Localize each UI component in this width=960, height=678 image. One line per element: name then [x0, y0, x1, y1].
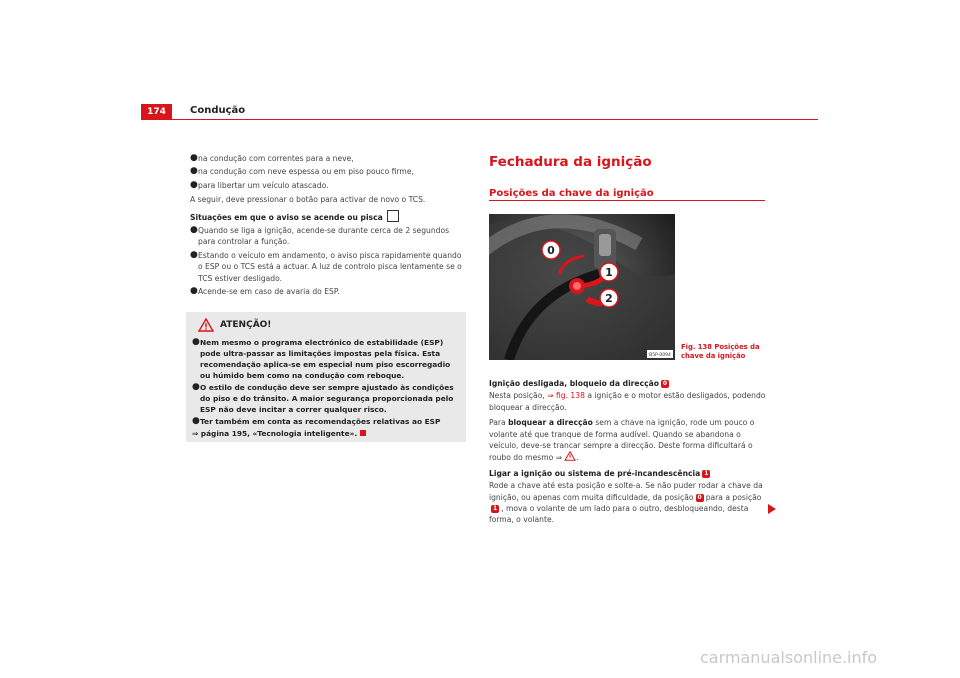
page-reference-link[interactable]: página 195, «Tecnologia inteligente». [200, 429, 358, 438]
bullet-icon: ● [192, 416, 200, 426]
list-item: ● Estando o veículo em andamento, o aviso pisca rapidamente quando o ESP ou o TCS está a actuar. A luz de controlo pisca lentamente se o TCS estiver desligado. [190, 249, 462, 283]
ignition-illustration [489, 214, 675, 360]
warning-box [186, 312, 466, 442]
section1-para2: Para bloquear a direcção sem a chave na ignição, rode um pouco o volante até que tranque de forma audível. Quando se abandona o veículo, deve-se trancar sempre a direcção. Deste forma dificultará o roubo do mesmo ⇒ . [489, 418, 755, 463]
bullet-icon: ● [190, 179, 198, 190]
watermark: carmanualsonline.info [700, 648, 878, 667]
esp-warning-icon [387, 210, 399, 222]
header-rule [141, 119, 818, 120]
warning-triangle-icon[interactable] [564, 451, 576, 461]
section-heading: Posições da chave da ignição [489, 188, 654, 199]
figure-link[interactable]: ⇒ fig. 138 [547, 391, 585, 401]
end-marker-icon [360, 430, 366, 436]
section2-title: Ligar a ignição ou sistema de pré-incandescência 1 [489, 468, 709, 478]
bullet-icon: ● [190, 153, 198, 163]
position-label-1: 1 [605, 266, 613, 279]
list-item: ● na condução com neve espessa ou em piso pouco firme, [190, 166, 414, 177]
figure-caption: Fig. 138 Posições da chave da ignição [681, 343, 760, 360]
photo-code: B5P-0094 [649, 353, 671, 358]
bullet-icon: ● [190, 286, 198, 297]
bullet-icon: ● [190, 166, 198, 177]
warning-body [192, 337, 460, 439]
bullet-icon: ● [192, 382, 200, 392]
bullet-icon: ● [190, 249, 198, 260]
position-label-0: 0 [547, 244, 555, 257]
bullet-icon: ● [192, 337, 200, 347]
list-item: ● Ter também em conta as recomendações relativas ao ESP [192, 416, 441, 426]
section1-title: Ignição desligada, bloqueio da direcção 0 [489, 379, 668, 388]
ignition-photo [489, 214, 675, 360]
position-badge: 1 [493, 505, 498, 513]
list-item: ● Nem mesmo o programa electrónico de estabilidade (ESP) pode ultra-passar as limitações impostas pela física. Esta recomendação aplica-se em especial num piso escorregadio ou húmido bem como na condução com reboque. [192, 337, 451, 380]
chapter-heading: Fechadura da ignição [489, 154, 652, 170]
section-title: Condução [190, 105, 246, 116]
list-item: ● Acende-se em caso de avaria do ESP. [190, 286, 340, 297]
next-page-arrow-icon[interactable] [768, 504, 776, 514]
subheading: Situações em que o aviso se acende ou pisca [190, 210, 468, 223]
right-column-text [489, 378, 767, 530]
list-item: ● O estilo de condução deve ser sempre ajustado às condições do piso e do trânsito. A maior segurança proporcionada pelo ESP não deve incitar a correr qualquer risco. [192, 382, 454, 414]
list-item: ● para libertar um veículo atascado. [190, 179, 329, 190]
page-number: 174 [141, 104, 172, 120]
paragraph: A seguir, deve pressionar o botão para activar de novo o TCS. [190, 195, 426, 205]
left-column [190, 153, 468, 299]
warning-header: ATENÇÃO! [198, 318, 271, 332]
section1-text: Nesta posição, ⇒ fig. 138 a ignição e o motor estão desligados, podendo bloquear a direcção. [489, 391, 766, 412]
section2-text: Rode a chave até esta posição e solte-a. Se não puder rodar a chave da ignição, ou apenas com muita dificuldade, da posição 0 para a posição1 , mova o volante de um lado para o outro, desbloqueando, desta forma, o volante. [489, 481, 763, 525]
list-item: ● Quando se liga a ignição, acende-se durante cerca de 2 segundos para controlar a função. [190, 225, 450, 247]
position-label-2: 2 [605, 292, 613, 305]
list-item: ● na condução com correntes para a neve, [190, 153, 354, 163]
warning-reference: ⇒ página 195, «Tecnologia inteligente». [192, 428, 460, 439]
bullet-icon: ● [190, 225, 198, 236]
section-rule [489, 200, 765, 201]
warning-triangle-icon [198, 318, 214, 332]
position-badge: 0 [697, 493, 702, 501]
position-badge: 0 [662, 380, 668, 387]
position-badge: 1 [704, 469, 709, 477]
